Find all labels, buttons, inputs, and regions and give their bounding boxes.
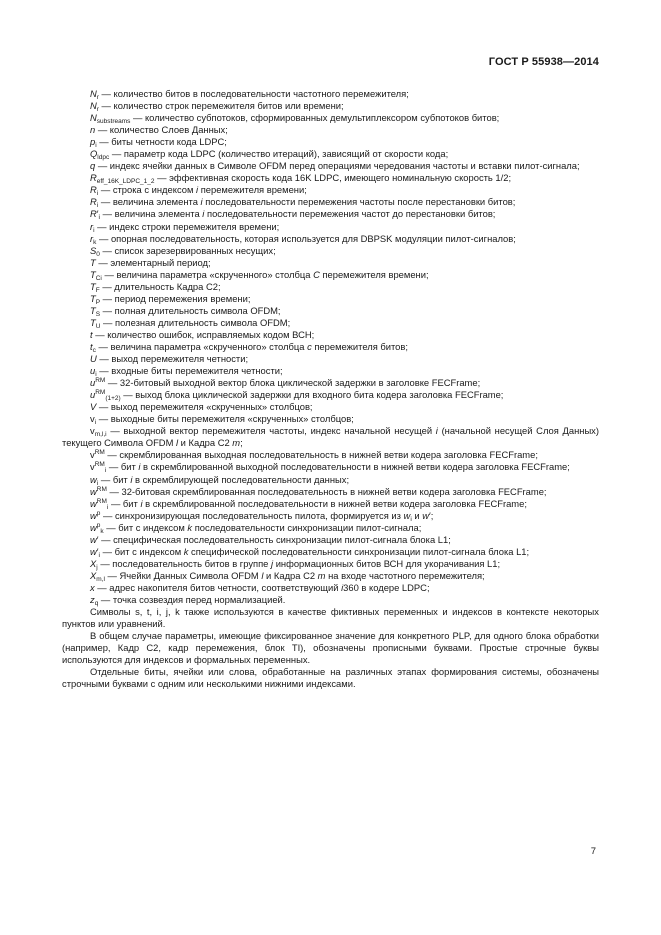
definition-item: $u_i$ — входные биты перемежителя четности;	[90, 365, 283, 379]
definition-item: $v_{m,l,i}$ — выходной вектор перемежителя частоты, индекс начальной несущей i (начальной несущей Слоя Данных) текущего Символа OFDM l и Кадра С2 m;	[62, 425, 599, 449]
definition-item: $N_{substreams}$ — количество субпотоков, сформированных демультиплексором субпотоков битов;	[90, 112, 500, 126]
definition-item: t — количество ошибок, исправляемых кодом ВСН;	[90, 328, 315, 340]
definition-item: n — количество Слоев Данных;	[90, 124, 228, 136]
definition-item: $T_S$ — полная длительность символа OFDM;	[90, 304, 281, 318]
definition-item: $R_i$ — величина элемента i последовательности перемежения частоты после перестановки битов;	[90, 196, 516, 210]
definition-item: $t_c$ — величина параметра «скрученного» столбца c перемежителя битов;	[90, 340, 408, 354]
definition-item: x — адрес накопителя битов четности, соответствующий i360 в кодере LDPC;	[90, 581, 430, 593]
definition-item: V — выход перемежителя «скрученных» столбцов;	[90, 401, 313, 413]
definition-item: $X_{m,l}$ — Ячейки Данных Символа OFDM l и Кадра С2 m на входе частотного перемежителя;	[90, 569, 485, 583]
definition-item: w′ — специфическая последовательность синхронизации пилот-сигнала блока L1;	[90, 533, 451, 545]
paragraph-symbols: Символы s, t, i, j, k также используются в качестве фиктивных переменных и индексов в контексте некоторых пунктов или уравнений.	[62, 606, 599, 630]
definition-item: $w^p_k$ — бит с индексом k последовательности синхронизации пилот-сигнала;	[90, 521, 422, 535]
definition-item: $w^{RM}$ — 32-битовая скремблированная последовательность в нижней ветви кодера заголовка FECFrame;	[90, 485, 547, 497]
definition-item: $N_r$ — количество битов в последовательности частотного перемежителя;	[90, 88, 409, 101]
definition-item: $v^{RM}_i$ — бит i в скремблированной выходной последовательности в нижней ветви кодера заголовка FECFrame;	[90, 461, 570, 475]
document-body	[62, 88, 599, 690]
definition-item: $T_U$ — полезная длительность символа OFDM;	[90, 316, 291, 330]
definition-item: $R'_i$ — величина элемента i последовательности перемежения частот до перестановки битов;	[90, 208, 496, 222]
page-number: 7	[590, 846, 596, 857]
definition-item: $u^{RM}$ — 32-битовый выходной вектор блока циклической задержки в заголовке FECFrame;	[90, 377, 481, 389]
definitions-list	[62, 88, 599, 606]
definition-item: $r_i$ — индекс строки перемежителя времени;	[90, 220, 280, 234]
definition-item: T — элементарный период;	[90, 256, 211, 268]
definition-item: $S_0$ — список зарезервированных несущих;	[90, 244, 276, 258]
definition-item: $w'_i$ — бит с индексом k специфической последовательности синхронизации пилот-сигнала блока L1;	[90, 545, 530, 559]
definition-item: $N_r$ — количество строк перемежителя битов или времени;	[90, 100, 344, 114]
definition-item: $r_k$ — опорная последовательность, которая используется для DBPSK модуляции пилот-сигналов;	[90, 232, 516, 246]
definition-item: $z_q$ — точка созвездия перед нормализацией.	[90, 593, 286, 607]
definition-item: $v^{RM}$ — скремблированная выходная последовательность в нижней ветви кодера заголовка FECFrame;	[90, 449, 538, 461]
definition-item: $v_i$ — выходные биты перемежителя «скрученных» столбцов;	[90, 413, 354, 427]
definition-item: $Q_{ldpc}$ — параметр кода LDPC (количество итераций), зависящий от скорости кода;	[90, 148, 449, 162]
definition-item: $R_{eff\_16K\_LDPC\_1\_2}$ — эффективная скорость кода 16K LDPC, имеющего номинальную скорость 1/2;	[90, 172, 512, 186]
definition-item: $T_{Ci}$ — величина параметра «скрученного» столбца C перемежителя времени;	[90, 268, 429, 282]
definition-item: $u^{RM}_{(1+2)}$ — выход блока циклической задержки для входного бита кодера заголовка FECFrame;	[90, 389, 504, 403]
definition-item: $X_j$ — последовательность битов в группе j информационных битов ВСН для укорачивания L1;	[90, 557, 501, 571]
standard-header: ГОСТ Р 55938—2014	[488, 56, 599, 68]
paragraph-general-case: В общем случае параметры, имеющие фиксированное значение для конкретного PLP, для одного блока обработки (например, Кадр С2, кадр перемежения, блок TI), обозначены прописными буквами. Простые строчные буквы используются для индексов и формальных переменных.	[62, 630, 599, 666]
definition-item: $p_i$ — биты четности кода LDPC;	[90, 136, 227, 150]
definition-item: $w_i$ — бит i в скремблирующей последовательности данных;	[90, 473, 350, 487]
definition-item: $R_i$ — строка с индексом i перемежителя времени;	[90, 184, 307, 198]
definition-item: q — индекс ячейки данных в Символе OFDM перед операциями чередования частоты и вставки пилот-сигнала;	[90, 160, 580, 172]
definition-item: $T_F$ — длительность Кадра С2;	[90, 280, 221, 294]
paragraph-bits-cells: Отдельные биты, ячейки или слова, обработанные на различных этапах формирования системы, обозначены строчными буквами с одним или несколькими нижними индексами.	[62, 666, 599, 690]
definition-item: $w^p$ — синхронизирующая последовательность пилота, формируется из $w_i$ и w′;	[90, 509, 434, 523]
definition-item: $w^{RM}_i$ — бит i в скремблированной последовательности в нижней ветви кодера заголовка FECFrame;	[90, 497, 527, 511]
definition-item: $T_P$ — период перемежения времени;	[90, 292, 251, 306]
definition-item: U — выход перемежителя четности;	[90, 353, 249, 365]
